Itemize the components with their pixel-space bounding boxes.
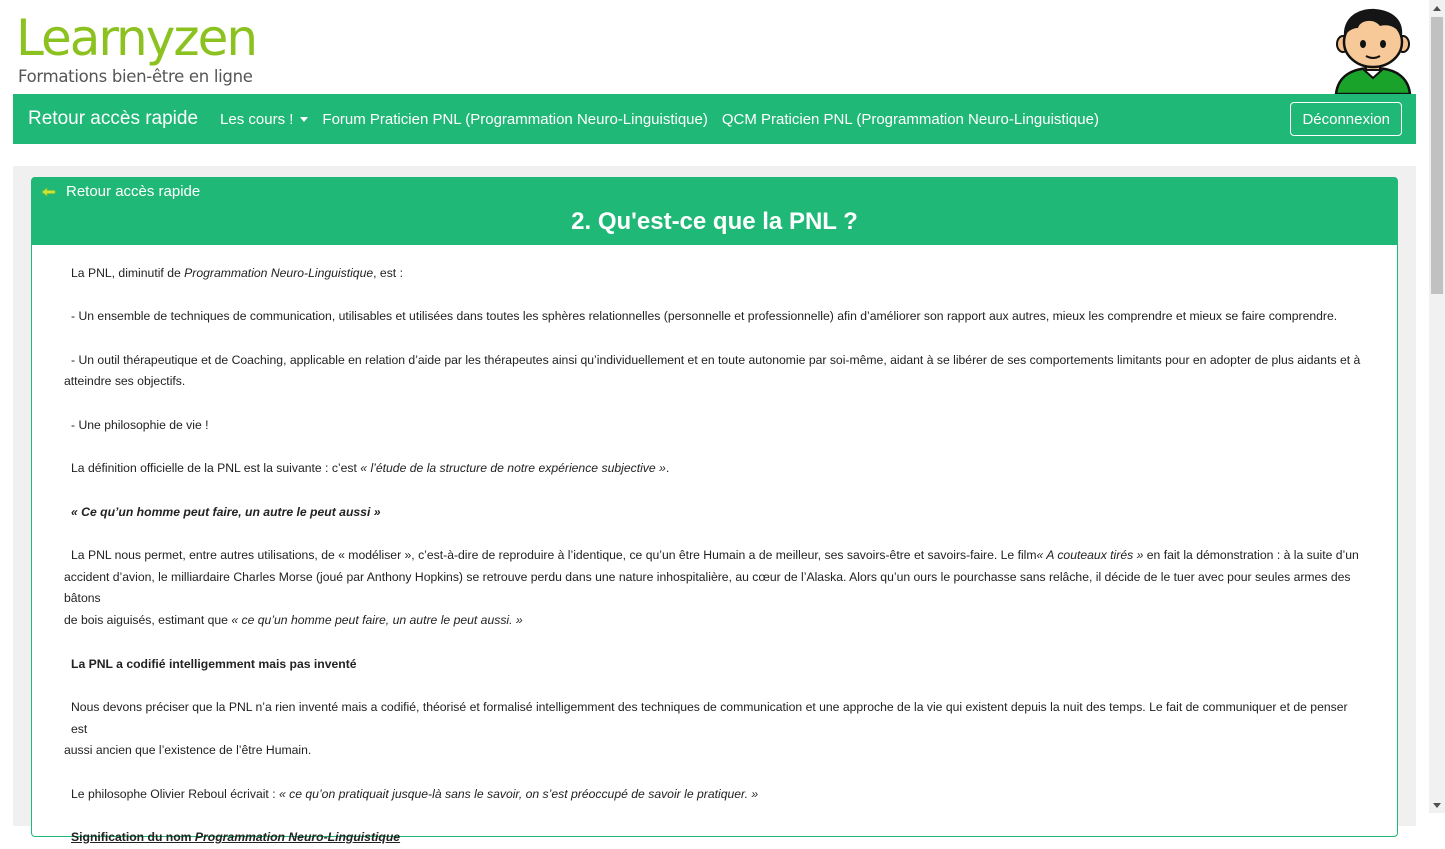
paragraph xyxy=(64,350,1366,393)
caret-down-icon xyxy=(300,117,308,122)
text: La PNL, diminutif de xyxy=(71,266,185,280)
text: - Un outil thérapeutique et de Coaching, applicable en relation d’aide par les thérapeutes ainsi qu’individuellement et en toute autonomie par soi-même, aidant à se libérer de ses comportements limitants pour en adopter de plus aidants et à xyxy=(71,352,1361,367)
back-quick-access-link[interactable] xyxy=(41,183,200,200)
text: atteindre ses objectifs. xyxy=(64,374,186,389)
text-italic: Programmation Neuro-Linguistique xyxy=(184,266,374,280)
nav-qcm-link[interactable]: QCM Praticien PNL (Programmation Neuro-Linguistique) xyxy=(721,110,1099,128)
site-logo[interactable] xyxy=(16,8,256,86)
logo-wordmark: Learnyzen xyxy=(16,9,257,67)
vertical-scrollbar[interactable] xyxy=(1429,0,1445,813)
site-header xyxy=(0,0,1429,94)
text: Le philosophe Olivier Reboul écrivait : xyxy=(71,786,279,801)
back-link-label: Retour accès rapide xyxy=(66,183,201,200)
text-italic: Programmation Neuro-Linguistique xyxy=(194,830,401,845)
logout-button[interactable]: Déconnexion xyxy=(1290,102,1402,136)
logo-tagline: Formations bien-être en ligne xyxy=(18,67,253,86)
lesson-card-header xyxy=(32,178,1397,245)
text-italic: « ce qu’on pratiquait jusque-là sans le savoir, on s’est préoccupé de savoir le pratiquer. » xyxy=(278,786,759,801)
quote-heading xyxy=(64,502,1366,524)
nav-forum-link[interactable]: Forum Praticien PNL (Programmation Neuro-Linguistique) xyxy=(322,110,708,128)
section-heading: La PNL a codifié intelligemment mais pas inventé xyxy=(71,656,357,671)
main-navbar xyxy=(13,94,1416,144)
paragraph: - Un ensemble de techniques de communication, utilisables et utilisées dans toutes les sphères relationnelles (personnelle et professionnelle) afin d’améliorer son rapport aux autres, mieux les comprendre et mieux se faire comprendre. xyxy=(71,309,1338,324)
scroll-down-button[interactable] xyxy=(1429,797,1445,813)
paragraph xyxy=(64,458,1366,480)
paragraph xyxy=(64,784,1366,806)
text: accident d’avion, le milliardaire Charles Morse (joué par Anthony Hopkins) se retrouve perdu dans une nature inhospitalière, au cœur de l’Alaska. Alors qu’un ours le pourchasse sans relâche, il décide de le tuer avec pour seules armes des bâtons xyxy=(64,569,1351,606)
lesson-title: 2. Qu'est-ce que la PNL ? xyxy=(571,208,858,235)
nav-courses-label: Les cours ! xyxy=(220,110,294,128)
arrow-up-icon xyxy=(1433,6,1441,11)
text: aussi ancien que l’existence de l’être Humain. xyxy=(64,743,312,758)
paragraph: - Une philosophie de vie ! xyxy=(71,417,209,432)
text-italic: « Ce qu’un homme peut faire, un autre le peut aussi » xyxy=(71,504,381,519)
text: . xyxy=(665,461,670,476)
text: La PNL nous permet, entre autres utilisations, de « modéliser », c’est-à-dire de reproduire à l’identique, ce qu’un être Humain a de meilleur, ses savoirs-être et savoirs-faire. Le film xyxy=(71,548,1037,563)
paragraph xyxy=(64,263,1366,285)
paragraph xyxy=(64,545,1366,632)
section-heading xyxy=(64,827,1366,849)
text: en fait la démonstration : à la suite d’un xyxy=(1143,548,1359,563)
back-arrow-icon xyxy=(41,186,57,198)
paragraph xyxy=(64,697,1366,762)
nav-courses-dropdown[interactable] xyxy=(220,111,308,128)
text: Signification du nom xyxy=(71,830,195,845)
text-italic: « A couteaux tirés » xyxy=(1036,548,1144,563)
scroll-up-button[interactable] xyxy=(1429,0,1445,16)
text-italic: « l’étude de la structure de notre expérience subjective » xyxy=(360,461,666,476)
text: Nous devons préciser que la PNL n’a rien inventé mais a codifié, théorisé et formalisé intelligemment des techniques de communication et une approche de la vie qui existent depuis la nuit des temps. Le fait de communiquer et de penser est xyxy=(71,699,1348,736)
lesson-card xyxy=(31,177,1398,845)
arrow-down-icon xyxy=(1433,803,1441,808)
lesson-content xyxy=(32,245,1397,849)
navbar-brand-link[interactable]: Retour accès rapide xyxy=(28,108,199,129)
text: , est : xyxy=(373,266,403,280)
text: La définition officielle de la PNL est la suivante : c’est xyxy=(71,461,361,476)
user-avatar-icon[interactable] xyxy=(1330,6,1416,94)
scrollbar-thumb[interactable] xyxy=(1431,17,1443,294)
text: de bois aiguisés, estimant que xyxy=(64,613,232,628)
text-italic: « ce qu’un homme peut faire, un autre le peut aussi. » xyxy=(231,613,523,628)
